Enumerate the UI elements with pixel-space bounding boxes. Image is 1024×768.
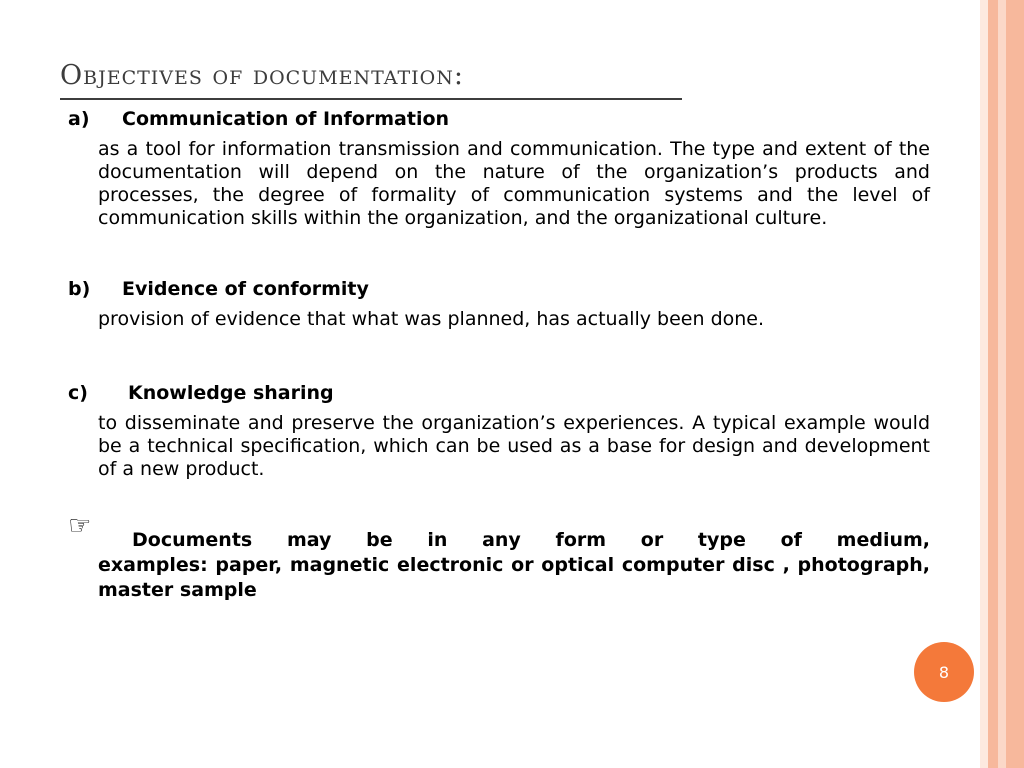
objective-heading-row: [68, 276, 930, 302]
objective-heading: Communication of Information: [122, 108, 450, 130]
stripe-3: [998, 0, 1006, 768]
stripe-4: [1006, 0, 1024, 768]
objective-heading: Knowledge sharing: [128, 382, 334, 404]
note-first-line: Documents may be in any form or type of medium,: [132, 529, 930, 551]
note-continuation: examples: paper, magnetic electronic or optical computer disc , photograph, master sample: [98, 554, 930, 601]
objective-item-c: [68, 380, 930, 481]
slide-content: [68, 106, 930, 603]
objective-heading-row: [68, 380, 930, 406]
stripe-1: [980, 0, 988, 768]
objective-marker: a): [68, 108, 90, 130]
decorative-stripes: [980, 0, 1024, 768]
slide-title: Objectives of documentation:: [60, 60, 464, 91]
title-underline: [60, 98, 682, 100]
objective-item-a: [68, 106, 930, 230]
page-number: 8: [938, 662, 950, 682]
stripe-2: [988, 0, 998, 768]
documents-note: [68, 511, 930, 603]
objective-description: to disseminate and preserve the organization’s experiences. A typical example would be a technical specification, which can be used as a base for design and development of a new product.: [98, 412, 930, 480]
objective-description: as a tool for information transmission and communication. The type and extent of the documentation will depend on the nature of the organization’s products and processes, the degree of formality of communication systems and the level of communication skills within the organization, and the organizational culture.: [98, 138, 930, 229]
page-number-badge: [914, 642, 974, 702]
objective-heading: Evidence of conformity: [122, 278, 369, 300]
objective-heading-row: [68, 106, 930, 132]
pointing-hand-icon: ☞: [68, 511, 92, 541]
objective-marker: b): [68, 278, 91, 300]
objective-item-b: [68, 276, 930, 331]
objective-description: provision of evidence that what was planned, has actually been done.: [98, 308, 765, 330]
objective-marker: c): [68, 382, 88, 404]
